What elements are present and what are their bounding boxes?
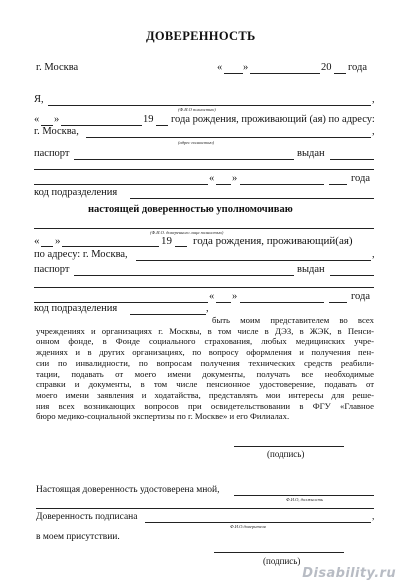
- agent-address-comma: ,: [372, 249, 375, 260]
- header-year-suffix: года: [348, 62, 367, 73]
- principal-dob-year-prefix: 19: [143, 114, 154, 125]
- agent-division-comma: ,: [206, 303, 209, 314]
- notary-name-caption: Ф.И.О, должность: [286, 497, 323, 502]
- agent-dob-close-quote: »: [55, 235, 61, 247]
- header-date-close-quote: »: [243, 62, 249, 73]
- powers-line: бюро медико-социальной экспертизы по г. Москве» и его Филиалах.: [36, 411, 290, 422]
- agent-issue-date-open-quote: «: [209, 291, 215, 302]
- agent-address-field[interactable]: [136, 260, 371, 261]
- agent-dob-day-field[interactable]: [41, 246, 53, 247]
- signer-name-caption: Ф.И.О.доверителя: [230, 524, 266, 529]
- agent-issue-month-field[interactable]: [240, 302, 324, 303]
- principal-i-label: Я,: [34, 94, 44, 105]
- principal-issued-field[interactable]: [330, 159, 374, 160]
- agent-issue-year-suffix: года: [351, 291, 370, 302]
- principal-issue-year-field[interactable]: [329, 184, 347, 185]
- signer-name-comma: ,: [372, 512, 375, 522]
- header-city: г. Москва: [36, 62, 79, 73]
- principal-address-prefix: г. Москва,: [34, 126, 79, 137]
- agent-dob-open-quote: «: [34, 235, 40, 247]
- principal-division-label: код подразделения: [34, 187, 118, 198]
- signed-by-label: Доверенность подписана: [36, 512, 138, 522]
- header-month-field[interactable]: [250, 73, 320, 74]
- powers-line: тации, подавать от моего имени документы, получать все необходимые: [36, 368, 374, 379]
- header-year-field[interactable]: [334, 73, 346, 74]
- powers-paragraph: [36, 315, 374, 422]
- agent-issue-date-close-quote: »: [232, 291, 238, 302]
- principal-passport-label: паспорт: [34, 148, 70, 159]
- powers-line: учреждениях и организациях г. Москвы, в том числе в ДЭЗ, в ЖЭК, в Пенси-: [36, 325, 374, 336]
- principal-signature-caption: (подпись): [267, 449, 305, 459]
- agent-dob-year-prefix: 19: [161, 235, 172, 247]
- principal-issued-by-field[interactable]: [34, 169, 374, 170]
- powers-line: справки и документы, в том числе пенсионное удостоверение, подавать от: [36, 379, 374, 390]
- agent-issued-field[interactable]: [330, 275, 374, 276]
- principal-issue-month-field[interactable]: [240, 184, 324, 185]
- notary-signature-field[interactable]: [214, 552, 344, 553]
- agent-born-residing: года рождения, проживающий(ая): [193, 235, 353, 247]
- agent-name-field[interactable]: [34, 228, 374, 229]
- notary-name-field-2[interactable]: [36, 508, 374, 509]
- principal-born-residing: года рождения, проживающий (ая) по адресу:: [171, 114, 375, 125]
- in-presence-label: в моем присутствии.: [36, 532, 120, 542]
- principal-issued-label: выдан: [297, 148, 325, 159]
- notary-name-field[interactable]: [234, 495, 374, 496]
- agent-issue-day-field[interactable]: [216, 302, 231, 303]
- agent-issued-label: выдан: [297, 264, 325, 275]
- principal-address-caption: (адрес полностью): [178, 140, 215, 145]
- principal-dob-open-quote: «: [34, 114, 40, 125]
- principal-issued-by-field-2[interactable]: [34, 184, 208, 185]
- principal-address-comma: ,: [372, 126, 375, 137]
- agent-issue-year-field[interactable]: [329, 302, 347, 303]
- principal-name-caption: (Ф.И.О полностью): [178, 107, 216, 112]
- watermark: Disability.ru: [302, 566, 396, 581]
- powers-line: сии по инвалидности, по вопросам получения технических средств реабили-: [36, 357, 374, 368]
- principal-name-comma: ,: [372, 94, 375, 105]
- principal-issue-year-suffix: года: [351, 173, 370, 184]
- powers-line: ждениях и в других организациях, по вопросу оформления и получения пен-: [36, 347, 374, 358]
- powers-line: онном фонде, в Фонде социального страхования, любых медицинских учре-: [36, 336, 374, 347]
- principal-dob-year-field[interactable]: [156, 125, 168, 126]
- header-year-prefix: 20: [321, 62, 332, 73]
- agent-dob-year-field[interactable]: [175, 246, 187, 247]
- signer-name-field[interactable]: [145, 522, 371, 523]
- agent-address-prefix: по адресу: г. Москва,: [34, 249, 128, 260]
- powers-line: быть моим представителем во всех: [212, 315, 374, 325]
- powers-line: моего имени заявления и ходатайства, представлять мои интересы для реше-: [36, 389, 374, 400]
- agent-issued-by-field[interactable]: [34, 287, 374, 288]
- agent-name-caption: (Ф.И.О. доверенного лица полностью): [150, 230, 224, 235]
- certified-by-label: Настоящая доверенность удостоверена мной,: [36, 485, 220, 495]
- agent-division-label: код подразделения: [34, 303, 118, 314]
- principal-passport-field[interactable]: [74, 159, 294, 160]
- principal-issue-date-open-quote: «: [209, 173, 215, 184]
- header-date-open-quote: «: [217, 62, 223, 73]
- principal-name-field[interactable]: [48, 105, 371, 106]
- agent-passport-label: паспорт: [34, 264, 70, 275]
- principal-signature-field[interactable]: [234, 446, 344, 447]
- header-day-field[interactable]: [224, 73, 243, 74]
- agent-dob-month-field[interactable]: [62, 246, 159, 247]
- principal-dob-close-quote: »: [54, 114, 60, 125]
- agent-passport-field[interactable]: [74, 275, 294, 276]
- principal-issue-day-field[interactable]: [216, 184, 231, 185]
- powers-line: ния всех возникающих вопросов при освидетельствовании в ФГУ «Главное: [36, 400, 374, 411]
- document-title: ДОВЕРЕННОСТЬ: [146, 29, 256, 43]
- principal-issue-date-close-quote: »: [232, 173, 238, 184]
- notary-signature-caption: (подпись): [263, 556, 301, 566]
- principal-address-field[interactable]: [86, 137, 371, 138]
- authorize-heading: настоящей доверенностью уполномочиваю: [88, 204, 293, 215]
- principal-division-field[interactable]: [130, 198, 374, 199]
